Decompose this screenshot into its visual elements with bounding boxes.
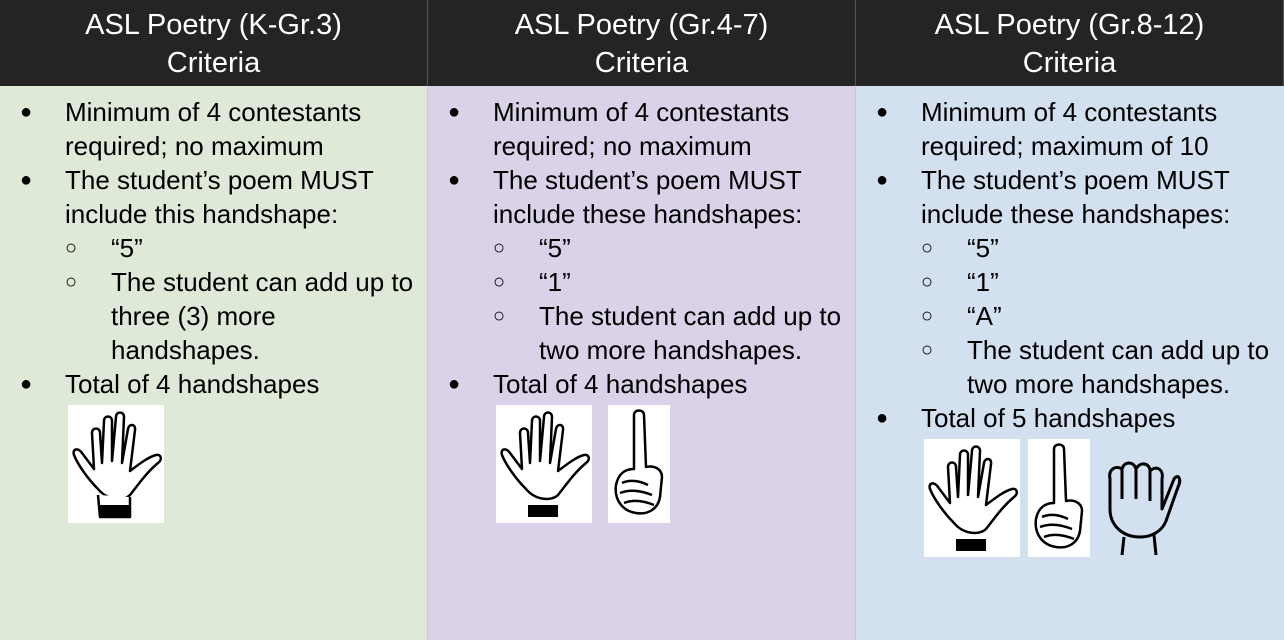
criteria-bullet: [856, 401, 1284, 435]
criteria-sub-bullet: [921, 333, 1276, 401]
bullet-marker: ●: [448, 373, 461, 395]
sub-bullet-marker: ○: [493, 305, 506, 327]
one-handshape-image: [1028, 439, 1090, 557]
header-subtitle: Criteria: [594, 47, 689, 79]
sub-bullet-text: “1”: [967, 267, 999, 297]
header-k-gr3: [0, 0, 428, 86]
bullet-marker: ●: [20, 101, 33, 123]
bullet-marker: ●: [876, 169, 889, 191]
criteria-bullet: [428, 367, 855, 401]
criteria-sub-bullet: [65, 231, 419, 265]
five-handshape-image: [496, 405, 592, 523]
header-subtitle: Criteria: [166, 47, 261, 79]
sub-bullet-marker: ○: [921, 237, 934, 259]
sub-bullet-marker: ○: [921, 271, 934, 293]
a-handshape-image: [1098, 439, 1182, 557]
bullet-text: Minimum of 4 contestants required; no maximum: [493, 97, 790, 161]
criteria-cell-gr8-12: [856, 86, 1284, 640]
criteria-bullet: [428, 95, 855, 163]
sub-bullet-marker: ○: [65, 237, 78, 259]
criteria-bullet: [0, 95, 427, 163]
bullet-marker: ●: [876, 101, 889, 123]
criteria-cell-gr4-7: [428, 86, 856, 640]
sub-bullet-marker: ○: [921, 339, 934, 361]
bullet-text: Total of 5 handshapes: [921, 403, 1176, 433]
bullet-text: The student’s poem MUST include these handshapes:: [921, 165, 1231, 229]
five-handshape-image: [924, 439, 1020, 557]
criteria-sub-bullet: [493, 265, 847, 299]
sub-bullet-marker: ○: [65, 271, 78, 293]
one-handshape-image: [608, 405, 670, 523]
bullet-marker: ●: [448, 101, 461, 123]
sub-bullet-text: “1”: [539, 267, 571, 297]
bullet-marker: ●: [876, 407, 889, 429]
criteria-bullet: [0, 367, 427, 401]
criteria-sub-bullet: [921, 231, 1276, 265]
header-title: ASL Poetry (Gr.4-7): [514, 9, 769, 41]
sub-bullet-marker: ○: [493, 237, 506, 259]
bullet-text: The student’s poem MUST include this handshape:: [65, 165, 374, 229]
criteria-sub-bullet: [493, 231, 847, 265]
five-handshape-image: [68, 405, 164, 523]
bullet-marker: ●: [20, 373, 33, 395]
sub-bullet-marker: ○: [493, 271, 506, 293]
bullet-text: The student’s poem MUST include these handshapes:: [493, 165, 803, 229]
criteria-bullet: [856, 163, 1284, 401]
sub-bullet-text: “5”: [967, 233, 999, 263]
criteria-bullet: [428, 163, 855, 367]
sub-bullet-text: “A”: [967, 301, 1002, 331]
header-gr8-12: [856, 0, 1284, 86]
header-gr4-7: [428, 0, 856, 86]
sub-bullet-text: The student can add up to three (3) more handshapes.: [111, 267, 414, 365]
sub-bullet-text: “5”: [111, 233, 143, 263]
criteria-sub-bullet: [921, 299, 1276, 333]
criteria-sub-bullet: [493, 299, 847, 367]
criteria-bullet: [856, 95, 1284, 163]
bullet-text: Total of 4 handshapes: [65, 369, 320, 399]
bullet-text: Minimum of 4 contestants required; no maximum: [65, 97, 362, 161]
criteria-sub-bullet: [921, 265, 1276, 299]
criteria-bullet: [0, 163, 427, 367]
header-subtitle: Criteria: [1022, 47, 1117, 79]
criteria-cell-k-gr3: [0, 86, 428, 640]
bullet-marker: ●: [20, 169, 33, 191]
bullet-marker: ●: [448, 169, 461, 191]
sub-bullet-marker: ○: [921, 305, 934, 327]
sub-bullet-text: The student can add up to two more handshapes.: [539, 301, 842, 365]
bullet-text: Minimum of 4 contestants required; maximum of 10: [921, 97, 1218, 161]
sub-bullet-text: “5”: [539, 233, 571, 263]
bullet-text: Total of 4 handshapes: [493, 369, 748, 399]
sub-bullet-text: The student can add up to two more handshapes.: [967, 335, 1270, 399]
criteria-sub-bullet: [65, 265, 419, 367]
header-title: ASL Poetry (K-Gr.3): [85, 9, 342, 41]
header-title: ASL Poetry (Gr.8-12): [934, 9, 1205, 41]
